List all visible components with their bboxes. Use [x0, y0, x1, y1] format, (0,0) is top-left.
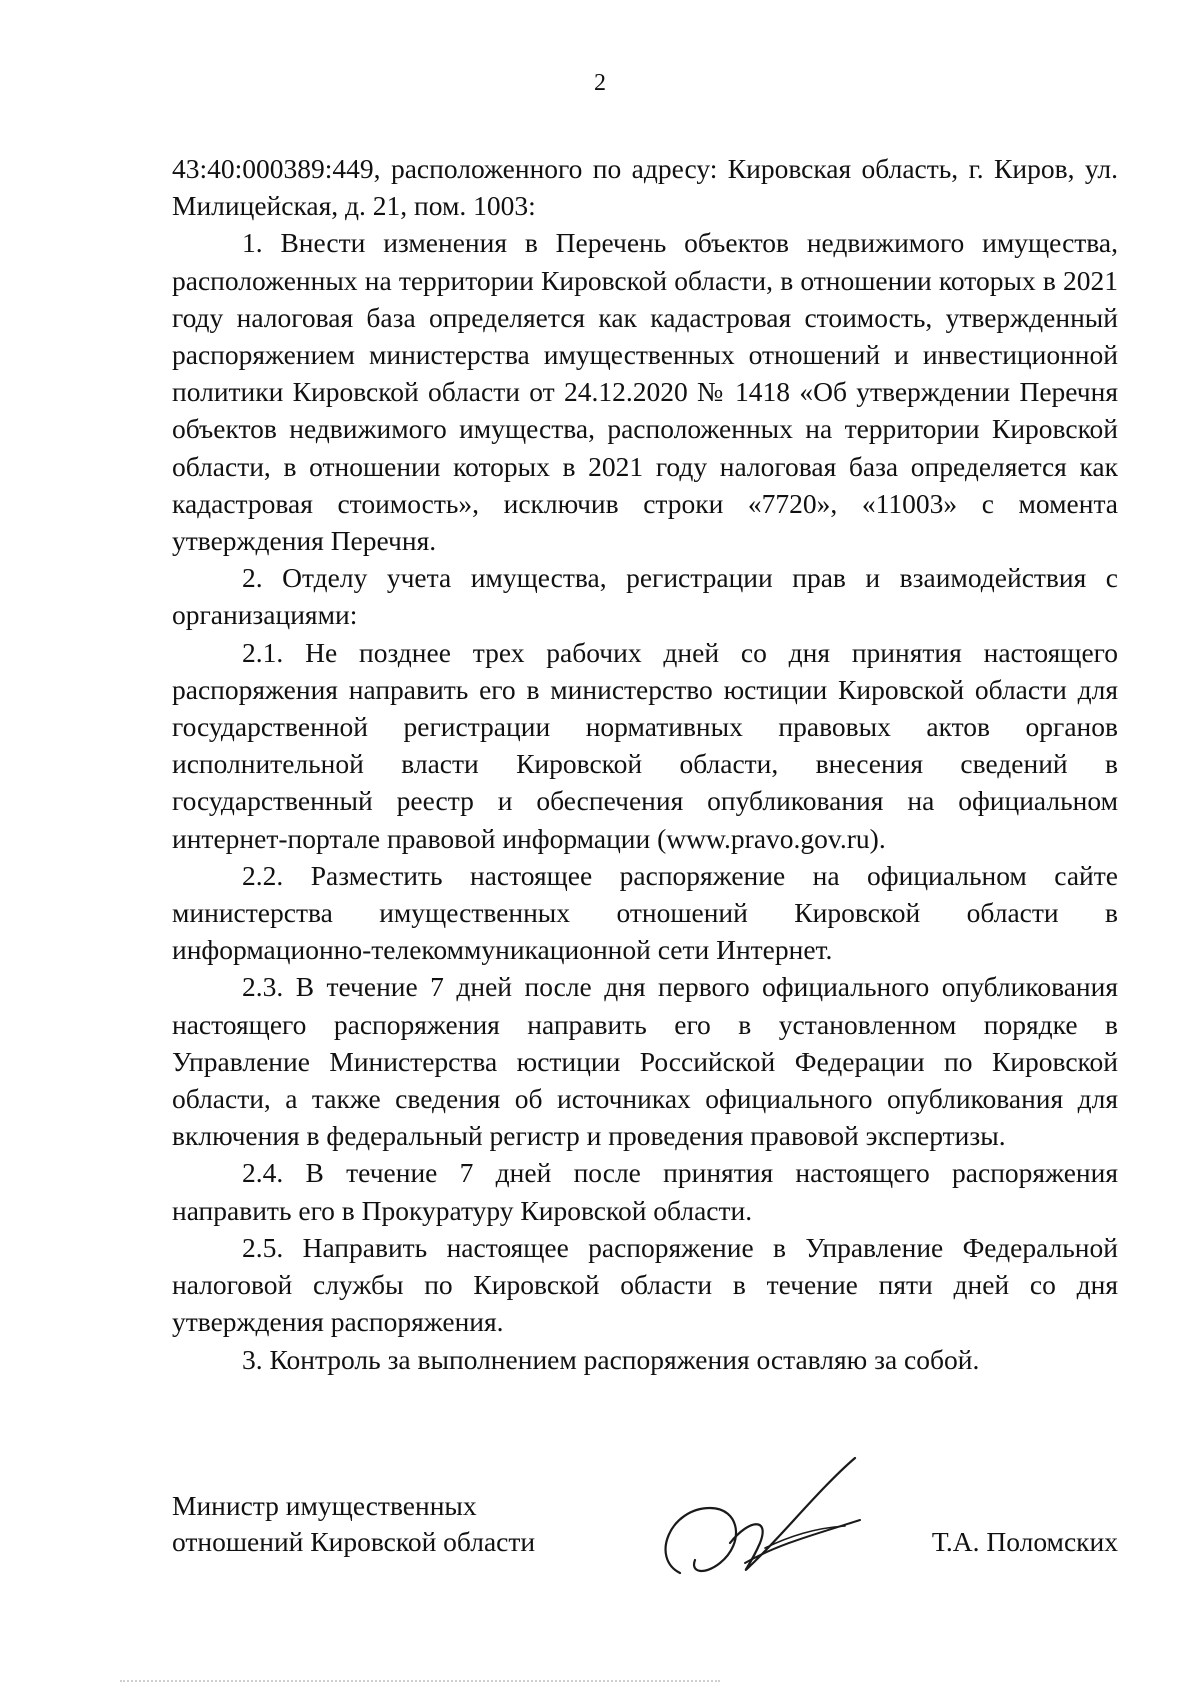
paragraph-item-2-5: 2.5. Направить настоящее распоряжение в Управление Федеральной налоговой службы по Кировской области в течение пяти дней со дня утверждения распоряжения.	[172, 1231, 1118, 1338]
document-body	[172, 150, 1118, 1378]
paragraph-item-2-1: 2.1. Не позднее трех рабочих дней со дня принятия настоящего распоряжения направить его в министерство юстиции Кировской области для государственной регистрации нормативных правовых актов органов исполнительной власти Кировской области, внесения сведений в государственный реестр и обеспечения опубликования на официальном интернет-портале правовой информации (www.pravo.gov.ru).	[172, 636, 1118, 854]
paragraph-item-2-3: 2.3. В течение 7 дней после дня первого официального опубликования настоящего распоряжения направить его в установленном порядке в Управление Министерства юстиции Российской Федерации по Кировской области, а также сведения об источниках официального опубликования для включения в федеральный регистр и проведения правовой экспертизы.	[172, 971, 1118, 1152]
signer-title-line-1: Министр имущественных	[172, 1490, 477, 1521]
paragraph-item-2-2: 2.2. Разместить настоящее распоряжение на официальном сайте министерства имущественных отношений Кировской области в информационно-телекоммуникационной сети Интернет.	[172, 859, 1118, 966]
paragraph-item-2: 2. Отделу учета имущества, регистрации прав и взаимодействия с организациями:	[172, 562, 1118, 631]
signer-name: Т.А. Поломских	[931, 1526, 1118, 1557]
signer-title-line-2: отношений Кировской области	[172, 1526, 536, 1557]
scan-artifact-divider	[120, 1680, 720, 1685]
paragraph-item-3: 3. Контроль за выполнением распоряжения оставляю за собой.	[242, 1343, 980, 1375]
paragraph-item-2-4: 2.4. В течение 7 дней после принятия настоящего распоряжения направить его в Прокуратуру Кировской области.	[172, 1157, 1118, 1226]
paragraph-cadastral-continuation: 43:40:000389:449, расположенного по адресу: Кировская область, г. Киров, ул. Милицейская, д. 21, пом. 1003:	[172, 153, 1118, 222]
signature-block	[172, 1488, 1118, 1578]
page-number: 2	[594, 70, 606, 96]
handwritten-signature	[650, 1448, 880, 1598]
signer-title	[172, 1488, 592, 1560]
paragraph-item-1: 1. Внести изменения в Перечень объектов недвижимого имущества, расположенных на территории Кировской области, в отношении которых в 2021 году налоговая база определяется как кадастровая стоимость, утвержденный распоряжением министерства имущественных отношений и инвестиционной политики Кировской области от 24.12.2020 № 1418 «Об утверждении Перечня объектов недвижимого имущества, расположенных на территории Кировской области, в отношении которых в 2021 году налоговая база определяется как кадастровая стоимость», исключив строки «7720», «11003» с момента утверждения Перечня.	[172, 227, 1118, 557]
